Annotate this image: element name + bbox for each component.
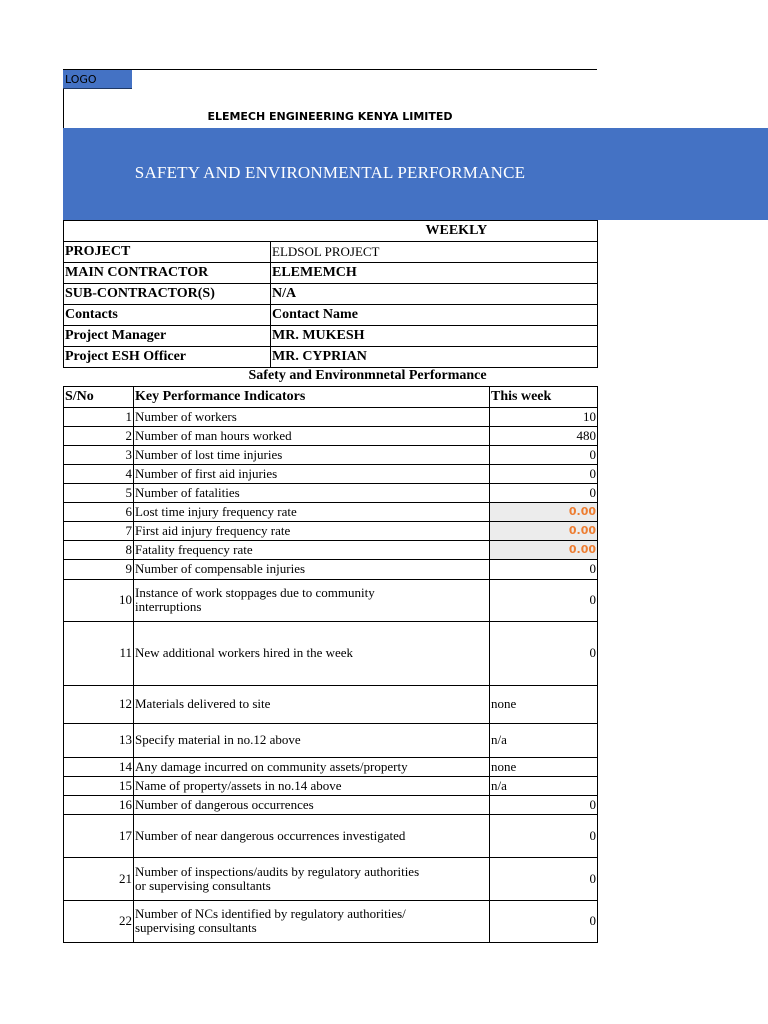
logo-placeholder: LOGO: [63, 70, 132, 89]
kpi-value: 0: [490, 621, 598, 685]
kpi-header-row: [64, 386, 598, 407]
kpi-label: Materials delivered to site: [134, 685, 490, 723]
info-row: [64, 284, 598, 305]
table-row: [64, 559, 598, 579]
kpi-label: Number of near dangerous occurrences investigated: [134, 814, 490, 857]
info-row: [64, 305, 598, 326]
info-value: ELDSOL PROJECT: [271, 242, 598, 263]
rate-value: 0.00: [490, 521, 598, 540]
kpi-label: Number of lost time injuries: [134, 445, 490, 464]
kpi-value: 0: [490, 579, 598, 621]
info-value: Contact Name: [271, 305, 598, 326]
info-value: MR. CYPRIAN: [271, 347, 598, 368]
info-row: [64, 347, 598, 368]
kpi-value: 480: [490, 426, 598, 445]
rate-value: 0.00: [490, 540, 598, 559]
info-label: Project Manager: [64, 326, 271, 347]
row-number: 16: [64, 795, 134, 814]
table-row: [64, 445, 598, 464]
kpi-value: 0: [490, 795, 598, 814]
kpi-value: n/a: [490, 723, 598, 757]
info-row: [64, 263, 598, 284]
table-row: [64, 795, 598, 814]
info-label: SUB-CONTRACTOR(S): [64, 284, 271, 305]
kpi-value: 0: [490, 483, 598, 502]
kpi-value: 10: [490, 407, 598, 426]
kpi-label: [134, 900, 490, 942]
kpi-value: 0: [490, 559, 598, 579]
row-number: 3: [64, 445, 134, 464]
table-row: [64, 621, 598, 685]
kpi-value: 0: [490, 900, 598, 942]
kpi-value: 0: [490, 445, 598, 464]
kpi-label-line: Number of NCs identified by regulatory authorities/: [135, 906, 406, 921]
kpi-label-line: Number of inspections/audits by regulatory authorities: [135, 863, 420, 879]
table-row: [64, 723, 598, 757]
row-number: 1: [64, 407, 134, 426]
info-label: MAIN CONTRACTOR: [64, 263, 271, 284]
info-label: PROJECT: [64, 242, 271, 263]
table-row: [64, 776, 598, 795]
rate-value: 0.00: [490, 502, 598, 521]
kpi-label-line: interruptions: [135, 599, 202, 614]
table-row: [64, 540, 598, 559]
kpi-label: Lost time injury frequency rate: [134, 502, 490, 521]
info-row: [64, 326, 598, 347]
kpi-label-line: or supervising consultants: [135, 877, 271, 893]
table-row: [64, 502, 598, 521]
info-value: N/A: [271, 284, 598, 305]
kpi-value: none: [490, 757, 598, 776]
table-row: [64, 521, 598, 540]
info-value: MR. MUKESH: [271, 326, 598, 347]
kpi-value: 0: [490, 857, 598, 900]
table-row: [64, 407, 598, 426]
project-info-table: [63, 220, 598, 368]
table-row: [64, 483, 598, 502]
kpi-label: Any damage incurred on community assets/property: [134, 757, 490, 776]
row-number: 10: [64, 579, 134, 621]
info-row: [64, 242, 598, 263]
kpi-label: Number of dangerous occurrences: [134, 795, 490, 814]
row-number: 5: [64, 483, 134, 502]
this-week-header: This week: [490, 386, 598, 407]
kpi-label: First aid injury frequency rate: [134, 521, 490, 540]
row-number: 12: [64, 685, 134, 723]
table-row: [64, 757, 598, 776]
kpi-value: none: [490, 685, 598, 723]
kpi-label: [134, 579, 490, 621]
kpi-label: Number of fatalities: [134, 483, 490, 502]
period-label: WEEKLY: [348, 221, 598, 242]
header-top-border: [63, 69, 597, 70]
period-row: [64, 221, 598, 242]
kpi-label: Number of first aid injuries: [134, 464, 490, 483]
table-row: [64, 685, 598, 723]
row-number: 11: [64, 621, 134, 685]
table-row: [64, 814, 598, 857]
section-title: Safety and Environmnetal Performance: [64, 367, 598, 386]
kpi-label: Number of man hours worked: [134, 426, 490, 445]
table-row: [64, 426, 598, 445]
table-row: [64, 857, 598, 900]
table-row: [64, 579, 598, 621]
kpi-value: 0: [490, 814, 598, 857]
table-row: [64, 900, 598, 942]
info-label: Project ESH Officer: [64, 347, 271, 368]
kpi-value: n/a: [490, 776, 598, 795]
kpi-label: New additional workers hired in the week: [134, 621, 490, 685]
kpi-label: Fatality frequency rate: [134, 540, 490, 559]
kpi-label: Name of property/assets in no.14 above: [134, 776, 490, 795]
report-title: SAFETY AND ENVIRONMENTAL PERFORMANCE: [134, 163, 526, 182]
row-number: 6: [64, 502, 134, 521]
row-number: 15: [64, 776, 134, 795]
company-name: ELEMECH ENGINEERING KENYA LIMITED: [207, 110, 453, 123]
table-row: [64, 464, 598, 483]
kpi-label: [134, 857, 490, 900]
kpi-label: Number of workers: [134, 407, 490, 426]
kpi-table: [63, 367, 598, 943]
row-number: 9: [64, 559, 134, 579]
row-number: 2: [64, 426, 134, 445]
row-number: 4: [64, 464, 134, 483]
section-title-row: [64, 367, 598, 386]
kpi-label: Specify material in no.12 above: [134, 723, 490, 757]
sno-header: S/No: [64, 386, 134, 407]
kpi-header: Key Performance Indicators: [134, 386, 490, 407]
kpi-value: 0: [490, 464, 598, 483]
info-value: ELEMEMCH: [271, 263, 598, 284]
row-number: 13: [64, 723, 134, 757]
row-number: 22: [64, 900, 134, 942]
row-number: 21: [64, 857, 134, 900]
kpi-label: Number of compensable injuries: [134, 559, 490, 579]
row-number: 8: [64, 540, 134, 559]
row-number: 17: [64, 814, 134, 857]
row-number: 7: [64, 521, 134, 540]
kpi-label-line: Instance of work stoppages due to community: [135, 585, 375, 600]
kpi-label-line: supervising consultants: [135, 920, 257, 935]
info-label: Contacts: [64, 305, 271, 326]
row-number: 14: [64, 757, 134, 776]
